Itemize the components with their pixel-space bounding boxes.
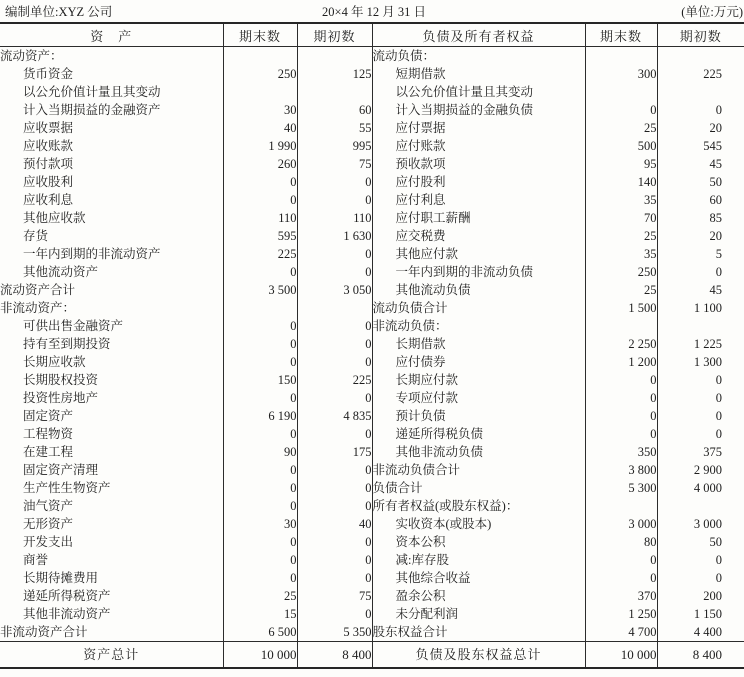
asset-ending-value: 90 (223, 443, 297, 461)
asset-beginning-value: 0 (297, 173, 372, 191)
asset-ending-value: 1 990 (223, 137, 297, 155)
table-body (0, 47, 744, 642)
asset-beginning-value: 0 (297, 533, 372, 551)
liability-beginning-value: 20 (709, 229, 722, 243)
liability-ending-value: 80 (585, 533, 657, 551)
asset-beginning-value: 0 (297, 263, 372, 281)
asset-label-cell: 非流动资产合计 (0, 623, 223, 642)
asset-ending-value: 110 (223, 209, 297, 227)
liabilities-equity-total-beginning-value: 8 400 (657, 642, 744, 669)
asset-label-cell: 长期待摊费用 (0, 569, 223, 587)
liability-beginning-value: 50 (709, 535, 722, 549)
liability-ending-value: 350 (585, 443, 657, 461)
liability-ending-value (585, 47, 657, 66)
asset-label-cell: 存货 (0, 227, 223, 245)
table-row (0, 65, 744, 83)
asset-beginning-value: 5 350 (297, 623, 372, 642)
liability-ending-value: 25 (585, 119, 657, 137)
liability-label-cell: 股东权益合计 (372, 623, 585, 642)
asset-ending-value: 0 (223, 569, 297, 587)
asset-ending-value: 6 190 (223, 407, 297, 425)
liabilities-equity-total-label: 负债及股东权益总计 (372, 642, 585, 669)
table-row (0, 281, 744, 299)
liability-label-cell: 非流动负债： (372, 317, 585, 335)
asset-ending-value: 0 (223, 191, 297, 209)
asset-label-cell: 固定资产 (0, 407, 223, 425)
table-row (0, 101, 744, 119)
liability-label-cell: 以公允价值计量且其变动 (372, 83, 585, 101)
table-row (0, 83, 744, 101)
col-header-asset-ending: 期末数 (223, 23, 297, 47)
asset-label-cell: 其他非流动资产 (0, 605, 223, 623)
liability-ending-value: 1 500 (585, 299, 657, 317)
asset-label-cell: 非流动资产： (0, 299, 223, 317)
table-row (0, 407, 744, 425)
liability-ending-value: 140 (585, 173, 657, 191)
table-row (0, 137, 744, 155)
liability-beginning-value: 225 (703, 67, 722, 81)
table-row (0, 443, 744, 461)
asset-label-cell: 一年内到期的非流动资产 (0, 245, 223, 263)
liability-beginning-value: 0 (715, 409, 722, 423)
asset-ending-value: 260 (223, 155, 297, 173)
asset-beginning-value: 75 (297, 587, 372, 605)
table-row (0, 533, 744, 551)
asset-label-cell: 应收利息 (0, 191, 223, 209)
liability-ending-value: 500 (585, 137, 657, 155)
liability-label-cell: 专项应付款 (372, 389, 585, 407)
liability-ending-value: 250 (585, 263, 657, 281)
table-row (0, 551, 744, 569)
asset-label-cell: 应收股利 (0, 173, 223, 191)
liability-label-cell: 预收款项 (372, 155, 585, 173)
asset-ending-value: 595 (223, 227, 297, 245)
table-row (0, 389, 744, 407)
liability-beginning-value: 1 150 (693, 607, 722, 621)
asset-ending-value: 250 (223, 65, 297, 83)
liability-beginning-value: 60 (709, 193, 722, 207)
asset-ending-value: 0 (223, 479, 297, 497)
table-row (0, 227, 744, 245)
header-row (0, 23, 744, 47)
liability-label-cell: 应交税费 (372, 227, 585, 245)
col-header-liability-ending: 期末数 (585, 23, 657, 47)
liability-beginning-value (657, 317, 744, 335)
liability-label-cell: 资本公积 (372, 533, 585, 551)
assets-total-ending-value: 10 000 (223, 642, 297, 669)
asset-beginning-value: 125 (297, 65, 372, 83)
liability-beginning-value: 1 225 (693, 337, 722, 351)
liability-label-cell: 非流动负债合计 (372, 461, 585, 479)
asset-ending-value: 0 (223, 335, 297, 353)
asset-beginning-value: 55 (297, 119, 372, 137)
liability-ending-value: 35 (585, 191, 657, 209)
asset-beginning-value: 0 (297, 497, 372, 515)
liability-label-cell: 流动负债合计 (372, 299, 585, 317)
table-row (0, 209, 744, 227)
liability-beginning-value: 20 (709, 121, 722, 135)
liabilities-equity-total-ending-value: 10 000 (585, 642, 657, 669)
liability-beginning-value: 0 (715, 391, 722, 405)
liability-beginning-value: 200 (703, 589, 722, 603)
liability-ending-value: 1 200 (585, 353, 657, 371)
col-header-assets: 资 产 (0, 23, 223, 47)
table-row (0, 155, 744, 173)
liability-label-cell: 所有者权益(或股东权益)： (372, 497, 585, 515)
table-row (0, 245, 744, 263)
asset-beginning-value: 110 (297, 209, 372, 227)
asset-ending-value: 6 500 (223, 623, 297, 642)
asset-ending-value: 150 (223, 371, 297, 389)
asset-beginning-value: 4 835 (297, 407, 372, 425)
asset-beginning-value: 0 (297, 353, 372, 371)
table-row (0, 263, 744, 281)
liability-beginning-value: 0 (715, 571, 722, 585)
asset-ending-value: 30 (223, 515, 297, 533)
table-row (0, 479, 744, 497)
liability-ending-value: 25 (585, 227, 657, 245)
asset-label-cell: 计入当期损益的金融资产 (0, 101, 223, 119)
asset-label-cell: 持有至到期投资 (0, 335, 223, 353)
asset-ending-value: 0 (223, 263, 297, 281)
table-row (0, 497, 744, 515)
table-row (0, 587, 744, 605)
asset-label-cell: 流动资产： (0, 47, 223, 66)
asset-ending-value (223, 83, 297, 101)
asset-beginning-value: 3 050 (297, 281, 372, 299)
asset-label-cell: 生产性生物资产 (0, 479, 223, 497)
liability-ending-value: 0 (585, 407, 657, 425)
asset-beginning-value: 0 (297, 191, 372, 209)
liability-beginning-value (657, 83, 744, 101)
asset-beginning-value: 0 (297, 245, 372, 263)
liability-label-cell: 应付账款 (372, 137, 585, 155)
liability-ending-value: 1 250 (585, 605, 657, 623)
asset-beginning-value: 0 (297, 335, 372, 353)
liability-label-cell: 应付债券 (372, 353, 585, 371)
liability-beginning-value: 0 (715, 553, 722, 567)
asset-label-cell: 其他流动资产 (0, 263, 223, 281)
asset-ending-value: 0 (223, 353, 297, 371)
liability-beginning-value: 1 300 (693, 355, 722, 369)
asset-beginning-value (297, 299, 372, 317)
liability-beginning-value: 5 (715, 247, 722, 261)
table-row (0, 191, 744, 209)
asset-label-cell: 以公允价值计量且其变动 (0, 83, 223, 101)
asset-ending-value (223, 47, 297, 66)
asset-beginning-value: 0 (297, 479, 372, 497)
asset-ending-value: 0 (223, 317, 297, 335)
liability-label-cell: 一年内到期的非流动负债 (372, 263, 585, 281)
asset-label-cell: 长期应收款 (0, 353, 223, 371)
grand-total-row (0, 642, 744, 669)
liability-ending-value: 2 250 (585, 335, 657, 353)
asset-beginning-value: 175 (297, 443, 372, 461)
table-row (0, 371, 744, 389)
liability-label-cell: 其他非流动负债 (372, 443, 585, 461)
liability-beginning-value: 1 100 (693, 301, 722, 315)
liability-ending-value: 3 800 (585, 461, 657, 479)
asset-label-cell: 油气资产 (0, 497, 223, 515)
asset-label-cell: 工程物资 (0, 425, 223, 443)
liability-beginning-value: 45 (709, 157, 722, 171)
prepared-by-label: 编制单位:XYZ 公司 (5, 5, 113, 19)
liability-beginning-value: 375 (703, 445, 722, 459)
liability-label-cell: 递延所得税负债 (372, 425, 585, 443)
table-row (0, 335, 744, 353)
asset-ending-value: 30 (223, 101, 297, 119)
liability-ending-value (585, 83, 657, 101)
liability-label-cell: 其他综合收益 (372, 569, 585, 587)
asset-label-cell: 其他应收款 (0, 209, 223, 227)
asset-ending-value (223, 299, 297, 317)
liability-label-cell: 应付利息 (372, 191, 585, 209)
liability-label-cell: 负债合计 (372, 479, 585, 497)
asset-ending-value: 40 (223, 119, 297, 137)
liability-label-cell: 应付职工薪酬 (372, 209, 585, 227)
liability-beginning-value: 0 (715, 373, 722, 387)
asset-label-cell: 无形资产 (0, 515, 223, 533)
liability-ending-value: 0 (585, 551, 657, 569)
liability-ending-value: 0 (585, 371, 657, 389)
liability-ending-value: 70 (585, 209, 657, 227)
liability-label-cell: 计入当期损益的金融负债 (372, 101, 585, 119)
liability-label-cell: 应付股利 (372, 173, 585, 191)
liability-beginning-value (657, 497, 744, 515)
liability-beginning-value: 50 (709, 175, 722, 189)
liability-beginning-value: 45 (709, 283, 722, 297)
col-header-asset-beginning: 期初数 (297, 23, 372, 47)
asset-beginning-value: 75 (297, 155, 372, 173)
liability-ending-value: 300 (585, 65, 657, 83)
asset-beginning-value: 60 (297, 101, 372, 119)
asset-label-cell: 长期股权投资 (0, 371, 223, 389)
table-row (0, 353, 744, 371)
asset-beginning-value: 0 (297, 605, 372, 623)
table-row (0, 47, 744, 66)
table-row (0, 173, 744, 191)
assets-total-beginning-value: 8 400 (297, 642, 372, 669)
liability-ending-value: 3 000 (585, 515, 657, 533)
asset-label-cell: 应收票据 (0, 119, 223, 137)
liability-label-cell: 短期借款 (372, 65, 585, 83)
table-row (0, 623, 744, 642)
liability-ending-value (585, 497, 657, 515)
liability-label-cell: 未分配利润 (372, 605, 585, 623)
liability-ending-value: 95 (585, 155, 657, 173)
table-row (0, 605, 744, 623)
asset-label-cell: 递延所得税资产 (0, 587, 223, 605)
liability-beginning-value: 4 400 (693, 625, 722, 639)
liability-label-cell: 长期应付款 (372, 371, 585, 389)
liability-ending-value: 35 (585, 245, 657, 263)
asset-beginning-value: 0 (297, 569, 372, 587)
asset-ending-value: 15 (223, 605, 297, 623)
liability-beginning-value: 2 900 (693, 463, 722, 477)
asset-label-cell: 应收账款 (0, 137, 223, 155)
table-row (0, 461, 744, 479)
table-row (0, 299, 744, 317)
table-row (0, 317, 744, 335)
liability-beginning-value: 0 (715, 427, 722, 441)
liability-label-cell: 流动负债： (372, 47, 585, 66)
liability-label-cell: 预计负债 (372, 407, 585, 425)
table-row (0, 119, 744, 137)
asset-ending-value: 0 (223, 497, 297, 515)
liability-ending-value: 370 (585, 587, 657, 605)
liability-label-cell: 应付票据 (372, 119, 585, 137)
liability-ending-value: 5 300 (585, 479, 657, 497)
asset-beginning-value: 0 (297, 461, 372, 479)
col-header-liabilities-equity: 负债及所有者权益 (372, 23, 585, 47)
col-header-liability-beginning: 期初数 (657, 23, 744, 47)
liability-ending-value: 0 (585, 101, 657, 119)
asset-ending-value: 0 (223, 425, 297, 443)
liability-ending-value (585, 317, 657, 335)
asset-ending-value: 3 500 (223, 281, 297, 299)
asset-ending-value: 0 (223, 533, 297, 551)
document-header (0, 0, 744, 22)
asset-label-cell: 投资性房地产 (0, 389, 223, 407)
asset-ending-value: 0 (223, 389, 297, 407)
asset-label-cell: 商誉 (0, 551, 223, 569)
liability-beginning-value: 4 000 (693, 481, 722, 495)
table-row (0, 569, 744, 587)
asset-ending-value: 25 (223, 587, 297, 605)
asset-ending-value: 0 (223, 461, 297, 479)
liability-label-cell: 减:库存股 (372, 551, 585, 569)
liability-ending-value: 4 700 (585, 623, 657, 642)
balance-sheet-table (0, 22, 744, 669)
asset-beginning-value: 225 (297, 371, 372, 389)
liability-label-cell: 其他流动负债 (372, 281, 585, 299)
table-row (0, 515, 744, 533)
asset-beginning-value: 995 (297, 137, 372, 155)
asset-label-cell: 货币资金 (0, 65, 223, 83)
liability-label-cell: 实收资本(或股本) (372, 515, 585, 533)
asset-beginning-value: 1 630 (297, 227, 372, 245)
asset-label-cell: 固定资产清理 (0, 461, 223, 479)
liability-beginning-value: 545 (703, 139, 722, 153)
asset-beginning-value (297, 47, 372, 66)
asset-beginning-value: 40 (297, 515, 372, 533)
assets-total-label: 资产总计 (0, 642, 223, 669)
liability-beginning-value: 0 (715, 103, 722, 117)
liability-label-cell: 长期借款 (372, 335, 585, 353)
asset-beginning-value: 0 (297, 551, 372, 569)
asset-label-cell: 流动资产合计 (0, 281, 223, 299)
liability-beginning-value: 85 (709, 211, 722, 225)
asset-beginning-value: 0 (297, 317, 372, 335)
liability-label-cell: 盈余公积 (372, 587, 585, 605)
asset-label-cell: 可供出售金融资产 (0, 317, 223, 335)
liability-ending-value: 0 (585, 389, 657, 407)
liability-label-cell: 其他应付款 (372, 245, 585, 263)
unit-label: (单位:万元) (681, 5, 743, 19)
liability-ending-value: 0 (585, 425, 657, 443)
liability-ending-value: 0 (585, 569, 657, 587)
asset-label-cell: 开发支出 (0, 533, 223, 551)
liability-beginning-value: 3 000 (693, 517, 722, 531)
asset-beginning-value: 0 (297, 425, 372, 443)
asset-beginning-value (297, 83, 372, 101)
asset-ending-value: 225 (223, 245, 297, 263)
liability-ending-value: 25 (585, 281, 657, 299)
table-row (0, 425, 744, 443)
liability-beginning-value: 0 (715, 265, 722, 279)
asset-label-cell: 在建工程 (0, 443, 223, 461)
asset-ending-value: 0 (223, 551, 297, 569)
asset-ending-value: 0 (223, 173, 297, 191)
liability-beginning-value (657, 47, 744, 66)
asset-beginning-value: 0 (297, 389, 372, 407)
asset-label-cell: 预付款项 (0, 155, 223, 173)
report-date: 20×4 年 12 月 31 日 (322, 5, 426, 19)
